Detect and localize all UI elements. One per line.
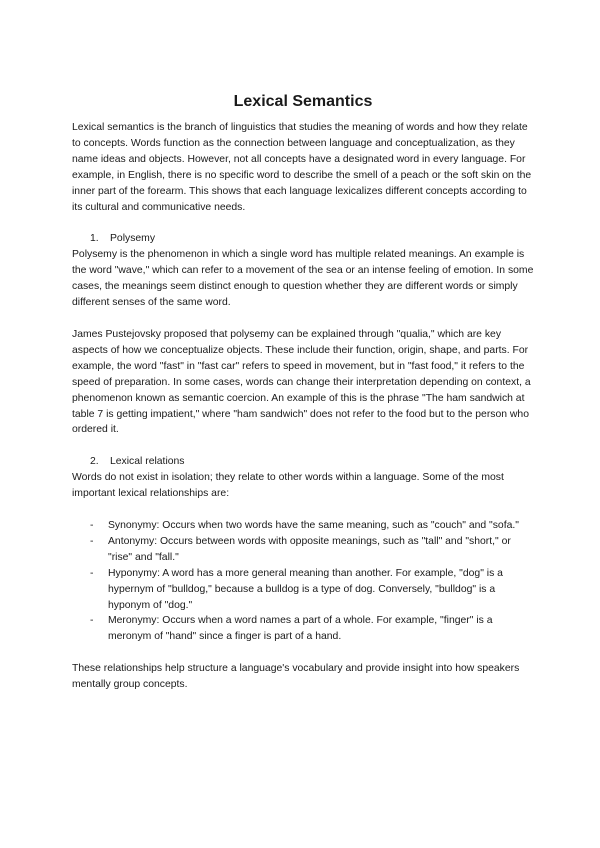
spacer [72,502,534,518]
spacer [72,438,534,454]
list-item-text: Meronymy: Occurs when a word names a part of a whole. For example, "finger" is a meronym of "hand" since a finger is part of a hand. [108,615,493,643]
list-item [72,613,534,645]
section-heading-lexical-relations [72,454,534,470]
dash-bullet: - [90,520,94,532]
list-item-text: Antonymy: Occurs between words with opposite meanings, such as "tall" and "short," or "rise" and "fall." [108,535,511,563]
closing-paragraph: These relationships help structure a language's vocabulary and provide insight into how speakers mentally group concepts. [72,663,520,691]
dash-bullet: - [90,615,94,627]
list-item [72,566,534,614]
document-page [72,92,534,693]
list-item [72,518,534,534]
polysemy-paragraph-2: James Pustejovsky proposed that polysemy can be explained through "qualia," which are key aspects of how we conceptualize objects. These include their function, origin, shape, and parts. For example, the word "fast" in "fast car" refers to speed in movement, but in "fast food," it refers to the speed of preparation. In some cases, words can change their interpretation depending on context, a phenomenon known as semantic coercion. An example of this is the phrase "The ham sandwich at table 7 is getting impatient," where "ham sandwich" does not refer to the food but to the person who ordered it. [72,328,531,436]
list-item-text: Hyponymy: A word has a more general meaning than another. For example, "dog" is a hypernym of "bulldog," because a bulldog is a type of dog. Conversely, "bulldog" is a hyponym of "dog." [108,567,503,611]
section-number: 1. [90,233,99,245]
section-number: 2. [90,456,99,468]
list-item-text: Synonymy: Occurs when two words have the same meaning, such as "couch" and "sofa." [108,520,519,532]
spacer [72,311,534,327]
list-item [72,534,534,566]
section-title: Polysemy [110,233,156,245]
spacer [72,645,534,661]
dash-bullet: - [90,567,94,579]
lexical-relations-intro: Words do not exist in isolation; they relate to other words within a language. Some of the most important lexical relationships are: [72,472,504,500]
document-title: Lexical Semantics [233,93,373,110]
polysemy-paragraph-1: Polysemy is the phenomenon in which a single word has multiple related meanings. An example is the word "wave," which can refer to a movement of the sea or an intense feeling of emotion. In some cases, the meanings seem distinct enough to question whether they are different words or simply different senses of the same word. [72,249,534,309]
spacer [72,215,534,231]
intro-paragraph: Lexical semantics is the branch of linguistics that studies the meaning of words and how they relate to concepts. Words function as the connection between language and conceptualization, as they name ideas and objects. However, not all concepts have a designated word in every language. For example, in English, there is no specific word to describe the smell of a peach or the soft skin on the inner part of the forearm. This shows that each language lexicalizes different concepts according to its cultural and communicative needs. [72,122,532,213]
lexical-relations-list [72,518,534,645]
dash-bullet: - [90,535,94,547]
section-heading-polysemy [72,231,534,247]
section-title: Lexical relations [110,456,185,468]
